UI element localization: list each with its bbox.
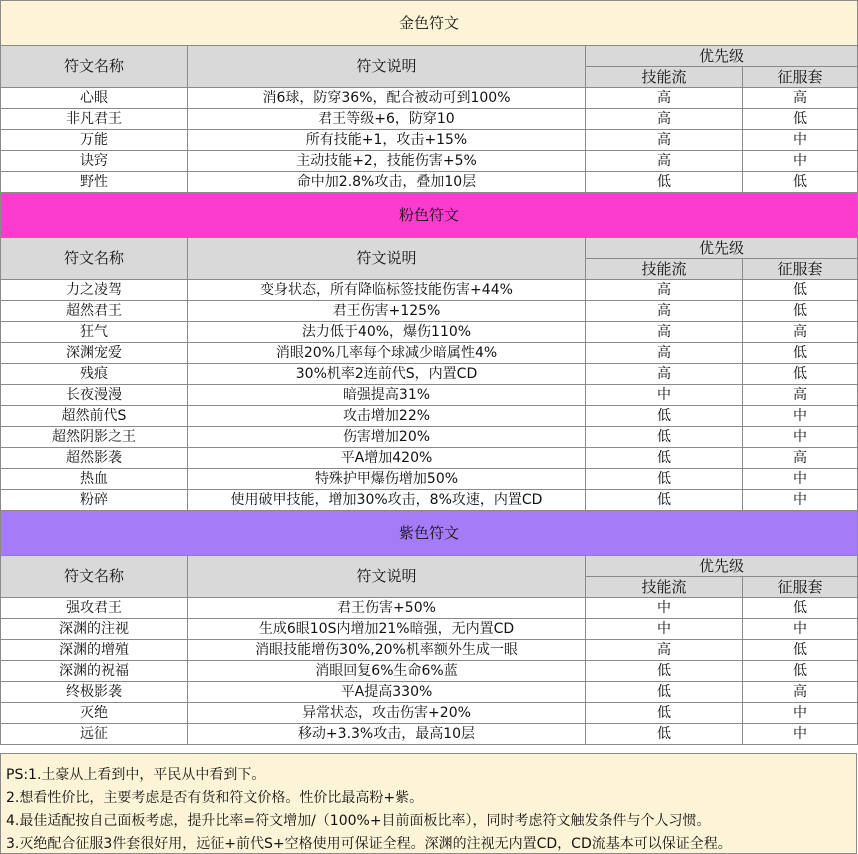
priority-skill: 低 <box>586 469 743 490</box>
rune-desc: 主动技能+2，技能伤害+5% <box>188 151 586 172</box>
column-header-skill: 技能流 <box>586 259 743 280</box>
rune-desc: 暗强提高31% <box>188 385 586 406</box>
priority-conquer: 高 <box>743 448 858 469</box>
priority-skill: 高 <box>586 640 743 661</box>
rune-name: 深渊的祝福 <box>1 661 188 682</box>
column-header-priority: 优先级 <box>586 46 858 67</box>
priority-skill: 中 <box>586 385 743 406</box>
priority-conquer: 低 <box>743 364 858 385</box>
rune-desc: 变身状态，所有降临标签技能伤害+44% <box>188 280 586 301</box>
rune-desc: 君王伤害+125% <box>188 301 586 322</box>
priority-skill: 低 <box>586 172 743 193</box>
rune-desc: 所有技能+1，攻击+15% <box>188 130 586 151</box>
table-row <box>1 682 858 703</box>
rune-desc: 命中加2.8%攻击，叠加10层 <box>188 172 586 193</box>
table-row <box>1 280 858 301</box>
priority-conquer: 高 <box>743 682 858 703</box>
table-row <box>1 598 858 619</box>
table-row <box>1 301 858 322</box>
table-row <box>1 109 858 130</box>
rune-desc: 平A增加420% <box>188 448 586 469</box>
priority-conquer: 中 <box>743 469 858 490</box>
table-row <box>1 88 858 109</box>
section-title-row <box>1 511 858 556</box>
table-row <box>1 619 858 640</box>
priority-conquer: 中 <box>743 490 858 511</box>
table-row <box>1 640 858 661</box>
rune-name: 强攻君王 <box>1 598 188 619</box>
priority-conquer: 高 <box>743 322 858 343</box>
table-row <box>1 385 858 406</box>
priority-conquer: 低 <box>743 598 858 619</box>
priority-skill: 中 <box>586 619 743 640</box>
section-title-row <box>1 193 858 238</box>
rune-name: 长夜漫漫 <box>1 385 188 406</box>
table-row <box>1 469 858 490</box>
priority-conquer: 低 <box>743 301 858 322</box>
priority-conquer: 中 <box>743 406 858 427</box>
rune-name: 超然阴影之王 <box>1 427 188 448</box>
rune-name: 力之凌驾 <box>1 280 188 301</box>
priority-conquer: 低 <box>743 640 858 661</box>
rune-name: 残痕 <box>1 364 188 385</box>
rune-name: 终极影袭 <box>1 682 188 703</box>
rune-desc: 君王伤害+50% <box>188 598 586 619</box>
table-row <box>1 364 858 385</box>
priority-skill: 低 <box>586 490 743 511</box>
rune-name: 心眼 <box>1 88 188 109</box>
table-row <box>1 490 858 511</box>
priority-skill: 高 <box>586 364 743 385</box>
priority-skill: 低 <box>586 703 743 724</box>
rune-name: 粉碎 <box>1 490 188 511</box>
rune-desc: 特殊护甲爆伤增加50% <box>188 469 586 490</box>
table-row <box>1 703 858 724</box>
rune-name: 热血 <box>1 469 188 490</box>
column-header-conquer: 征服套 <box>743 67 858 88</box>
rune-desc: 平A提高330% <box>188 682 586 703</box>
note-line: PS:1.土豪从上看到中，平民从中看到下。 <box>6 767 266 783</box>
notes-panel <box>0 753 857 854</box>
rune-name: 野性 <box>1 172 188 193</box>
priority-skill: 低 <box>586 448 743 469</box>
note-line: 4.最佳适配按自己面板考虑，提升比率=符文增加/（100%+目前面板比率），同时考虑符文触发条件与个人习惯。 <box>6 813 711 829</box>
priority-skill: 低 <box>586 661 743 682</box>
column-header-priority: 优先级 <box>586 556 858 577</box>
section-title: 紫色符文 <box>1 511 858 556</box>
rune-name: 万能 <box>1 130 188 151</box>
priority-skill: 高 <box>586 151 743 172</box>
rune-name: 超然影袭 <box>1 448 188 469</box>
column-header-conquer: 征服套 <box>743 259 858 280</box>
priority-skill: 高 <box>586 343 743 364</box>
note-line: 2.想看性价比，主要考虑是否有货和符文价格。性价比最高粉+紫。 <box>6 790 424 806</box>
rune-desc: 异常状态，攻击伤害+20% <box>188 703 586 724</box>
rune-desc: 30%机率2连前代S，内置CD <box>188 364 586 385</box>
column-header-desc: 符文说明 <box>188 238 586 280</box>
section-title: 金色符文 <box>1 1 858 46</box>
rune-desc: 消6球，防穿36%，配合被动可到100% <box>188 88 586 109</box>
section-title: 粉色符文 <box>1 193 858 238</box>
priority-conquer: 中 <box>743 427 858 448</box>
rune-desc: 消眼20%几率每个球减少暗属性4% <box>188 343 586 364</box>
priority-conquer: 低 <box>743 172 858 193</box>
column-header-name: 符文名称 <box>1 46 188 88</box>
column-header-desc: 符文说明 <box>188 46 586 88</box>
rune-desc: 君王等级+6，防穿10 <box>188 109 586 130</box>
rune-name: 超然前代S <box>1 406 188 427</box>
column-header-skill: 技能流 <box>586 67 743 88</box>
table-row <box>1 343 858 364</box>
priority-conquer: 低 <box>743 109 858 130</box>
rune-desc: 法力低于40%，爆伤110% <box>188 322 586 343</box>
priority-skill: 高 <box>586 109 743 130</box>
header-row <box>1 46 858 67</box>
table-row <box>1 661 858 682</box>
priority-skill: 低 <box>586 406 743 427</box>
rune-desc: 生成6眼10S内增加21%暗强，无内置CD <box>188 619 586 640</box>
priority-skill: 低 <box>586 724 743 745</box>
priority-conquer: 中 <box>743 724 858 745</box>
note-line: 3.灭绝配合征服3件套很好用，远征+前代S+空格使用可保证全程。深渊的注视无内置CD，CD流基本可以保证全程。 <box>6 836 732 852</box>
header-row <box>1 238 858 259</box>
rune-name: 超然君王 <box>1 301 188 322</box>
header-row <box>1 556 858 577</box>
priority-skill: 低 <box>586 427 743 448</box>
priority-conquer: 低 <box>743 661 858 682</box>
rune-name: 诀窍 <box>1 151 188 172</box>
priority-skill: 高 <box>586 322 743 343</box>
table-row <box>1 130 858 151</box>
table-row <box>1 172 858 193</box>
rune-name: 远征 <box>1 724 188 745</box>
table-row <box>1 322 858 343</box>
rune-desc: 消眼技能增伤30%,20%机率额外生成一眼 <box>188 640 586 661</box>
section-title-row <box>1 1 858 46</box>
priority-skill: 高 <box>586 130 743 151</box>
rune-desc: 伤害增加20% <box>188 427 586 448</box>
rune-desc: 消眼回复6%生命6%蓝 <box>188 661 586 682</box>
table-row <box>1 427 858 448</box>
rune-name: 狂气 <box>1 322 188 343</box>
rune-desc: 攻击增加22% <box>188 406 586 427</box>
column-header-name: 符文名称 <box>1 556 188 598</box>
priority-conquer: 低 <box>743 280 858 301</box>
column-header-name: 符文名称 <box>1 238 188 280</box>
rune-name: 非凡君王 <box>1 109 188 130</box>
priority-skill: 高 <box>586 88 743 109</box>
priority-conquer: 中 <box>743 703 858 724</box>
priority-conquer: 低 <box>743 343 858 364</box>
priority-conquer: 中 <box>743 130 858 151</box>
priority-conquer: 高 <box>743 385 858 406</box>
priority-conquer: 中 <box>743 151 858 172</box>
table-row <box>1 724 858 745</box>
table-row <box>1 406 858 427</box>
priority-skill: 中 <box>586 598 743 619</box>
priority-conquer: 高 <box>743 88 858 109</box>
rune-name: 深渊宠爱 <box>1 343 188 364</box>
rune-name: 深渊的增殖 <box>1 640 188 661</box>
priority-conquer: 中 <box>743 619 858 640</box>
rune-desc: 使用破甲技能，增加30%攻击，8%攻速，内置CD <box>188 490 586 511</box>
column-header-priority: 优先级 <box>586 238 858 259</box>
column-header-conquer: 征服套 <box>743 577 858 598</box>
table-row <box>1 151 858 172</box>
table-row <box>1 448 858 469</box>
column-header-desc: 符文说明 <box>188 556 586 598</box>
rune-desc: 移动+3.3%攻击，最高10层 <box>188 724 586 745</box>
priority-skill: 高 <box>586 301 743 322</box>
column-header-skill: 技能流 <box>586 577 743 598</box>
rune-name: 深渊的注视 <box>1 619 188 640</box>
priority-skill: 高 <box>586 280 743 301</box>
rune-name: 灭绝 <box>1 703 188 724</box>
priority-skill: 低 <box>586 682 743 703</box>
